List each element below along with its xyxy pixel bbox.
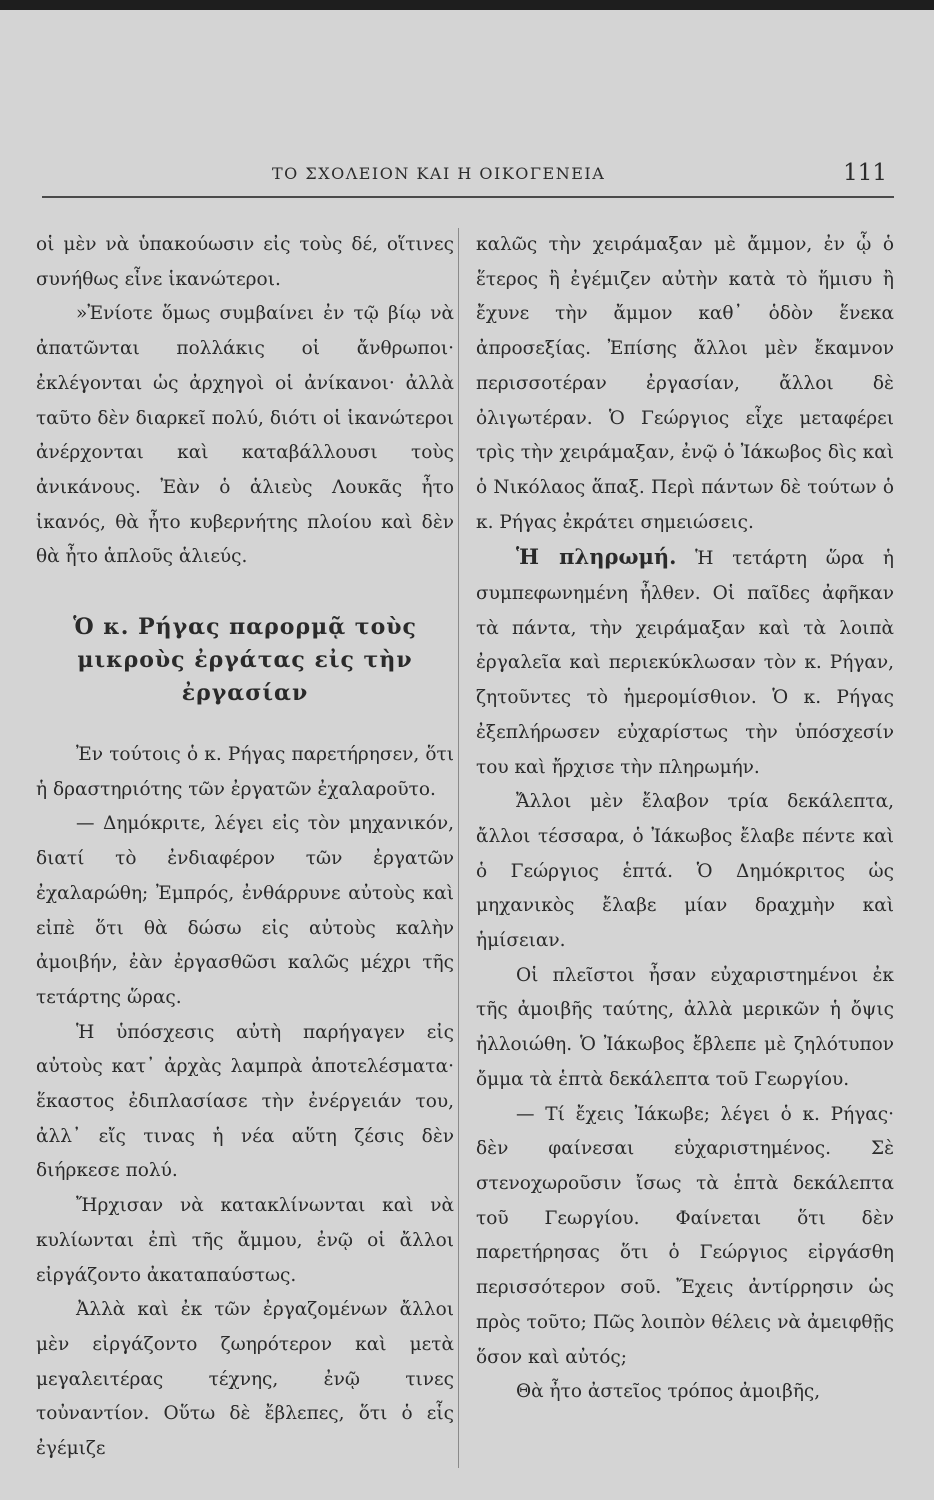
run-in-heading: Ἡ πληρωμή. xyxy=(516,544,677,570)
top-border-band xyxy=(0,0,934,10)
paragraph: — Τί ἔχεις Ἰάκωβε; λέγει ὁ κ. Ρήγας· δὲν φαίνεσαι εὐχαριστημένος. Σὲ στενοχωροῦσιν ἴσως τὰ ἑπτὰ δεκάλεπτα τοῦ Γεωργίου. Φαίνεται ὅτι δὲν παρετήρησας ὅτι ὁ Γεώργιος εἰργάσθη περισσότερον σοῦ. Ἔχεις ἀντίρρησιν ὡς πρὸς τοῦτο; Πῶς λοιπὸν θέλεις νὰ ἀμειφθῇς ὅσον καὶ αὐτός; xyxy=(476,1103,894,1368)
paragraph: Ἀλλὰ καὶ ἐκ τῶν ἐργαζομένων ἄλλοι μὲν εἰργάζοντο ζωηρότερον καὶ μετὰ μεγαλειτέρας τέχνης, ἐνῷ τινες τοὐναντίον. Οὕτω δὲ ἔβλεπες, ὅτι ὁ εἷς ἐγέμιζε xyxy=(36,1299,454,1460)
paragraph: Ἐν τούτοις ὁ κ. Ρήγας παρετήρησεν, ὅτι ἡ δραστηριότης τῶν ἐργατῶν ἐχαλαροῦτο. xyxy=(36,744,454,800)
page-number: 111 xyxy=(843,160,887,186)
paragraph: Θὰ ἦτο ἀστεῖος τρόπος ἀμοιβῆς, xyxy=(516,1381,821,1403)
running-title: ΤΟ ΣΧΟΛΕΙΟΝ ΚΑΙ Η ΟΙΚΟΓΕΝΕΙΑ xyxy=(272,164,606,183)
paragraph: Ἤρχισαν νὰ κατακλίνωνται καὶ νὰ κυλίωνται ἐπὶ τῆς ἄμμου, ἐνῷ οἱ ἄλλοι εἰργάζοντο ἀκαταπαύστως. xyxy=(36,1195,454,1286)
paragraph: καλῶς τὴν χειράμαξαν μὲ ἄμμον, ἐν ᾧ ὁ ἕτερος ἢ ἐγέμιζεν αὐτὴν κατὰ τὸ ἥμισυ ἢ ἔχυνε τὴν ἄμμον καθ᾽ ὁδὸν ἕνεκα ἀπροσεξίας. Ἐπίσης ἄλλοι μὲν ἔκαμνον περισσοτέραν ἐργασίαν, ἄλλοι δὲ ὀλιγωτέραν. Ὁ Γεώργιος εἶχε μεταφέρει τρὶς τὴν χειράμαξαν, ἐνῷ ὁ Ἰάκωβος δὶς καὶ ὁ Νικόλαος ἅπαξ. Περὶ πάντων δὲ τούτων ὁ κ. Ρήγας ἐκράτει σημειώσεις. xyxy=(476,234,894,533)
column-divider xyxy=(458,228,459,1468)
section-heading: Ὁ κ. Ρήγας παρορμᾷ τοὺς μικροὺς ἐργάτας εἰς τὴν ἐργασίαν xyxy=(73,614,417,707)
paragraph: Ἄλλοι μὲν ἔλαβον τρία δεκάλεπτα, ἄλλοι τέσσαρα, ὁ Ἰάκωβος ἔλαβε πέντε καὶ ὁ Γεώργιος ἑπτά. Ὁ Δημόκριτος ὡς μηχανικὸς ἔλαβε μίαν δραχμὴν καὶ ἡμίσειαν. xyxy=(476,791,894,952)
header-rule xyxy=(42,196,894,198)
paragraph: Οἱ πλεῖστοι ἦσαν εὐχαριστημένοι ἐκ τῆς ἀμοιβῆς ταύτης, ἀλλὰ μερικῶν ἡ ὄψις ἠλλοιώθη. Ὁ Ἰάκωβος ἔβλεπε μὲ ζηλότυπον ὄμμα τὰ ἑπτὰ δεκάλεπτα τοῦ Γεωργίου. xyxy=(476,964,894,1090)
running-header xyxy=(40,160,895,186)
paragraph: Ἡ ὑπόσχεσις αὐτὴ παρήγαγεν εἰς αὐτοὺς κατ᾽ ἀρχὰς λαμπρὰ ἀποτελέσματα· ἕκαστος ἐδιπλασίασε τὴν ἐνέργειάν του, ἀλλ᾽ εἴς τινας ἡ νέα αὕτη ζέσις δὲν διήρκεσε πολύ. xyxy=(36,1021,454,1182)
paragraph: — Δημόκριτε, λέγει εἰς τὸν μηχανικόν, διατί τὸ ἐνδιαφέρον τῶν ἐργατῶν ἐχαλαρώθη; Ἐμπρός, ἐνθάρρυνε αὐτοὺς καὶ εἰπὲ ὅτι θὰ δώσω εἰς αὐτοὺς καλὴν ἀμοιβήν, ἐὰν ἐργασθῶσι καλῶς μέχρι τῆς τετάρτης ὥρας. xyxy=(36,813,454,1008)
paragraph: οἱ μὲν νὰ ὑπακούωσιν εἰς τοὺς δέ, οἵτινες συνήθως εἶνε ἱκανώτεροι. xyxy=(36,234,454,290)
right-column xyxy=(476,228,894,1410)
paragraph-text: Ἡ τετάρτη ὥρα ἡ συμπεφωνημένη ἦλθεν. Οἱ παῖδες ἀφῆκαν τὰ πάντα, τὴν χειράμαξαν καὶ τὰ λοιπὰ ἐργαλεῖα καὶ περιεκύκλωσαν τὸν κ. Ρήγαν, ζητοῦντες τὸ ἡμερομίσθιον. Ὁ κ. Ρήγας ἐξεπλήρωσεν εὐχαρίστως τὴν ὑπόσχεσίν του καὶ ἤρχισε τὴν πληρωμήν. xyxy=(476,548,894,778)
left-column xyxy=(36,228,454,1467)
paragraph xyxy=(476,540,894,785)
paragraph: »Ἐνίοτε ὅμως συμβαίνει ἐν τῷ βίῳ νὰ ἀπατῶνται πολλάκις οἱ ἄνθρωποι· ἐκλέγονται ὡς ἀρχηγοὶ οἱ ἀνίκανοι· ἀλλὰ ταῦτο δὲν διαρκεῖ πολύ, διότι οἱ ἱκανώτεροι ἀνέρχονται καὶ καταβάλλουσι τοὺς ἀνικάνους. Ἐὰν ὁ ἁλιεὺς Λουκᾶς ἦτο ἱκανός, θὰ ἦτο κυβερνήτης πλοίου καὶ δὲν θὰ ἦτο ἁπλοῦς ἁλιεύς. xyxy=(36,303,454,568)
